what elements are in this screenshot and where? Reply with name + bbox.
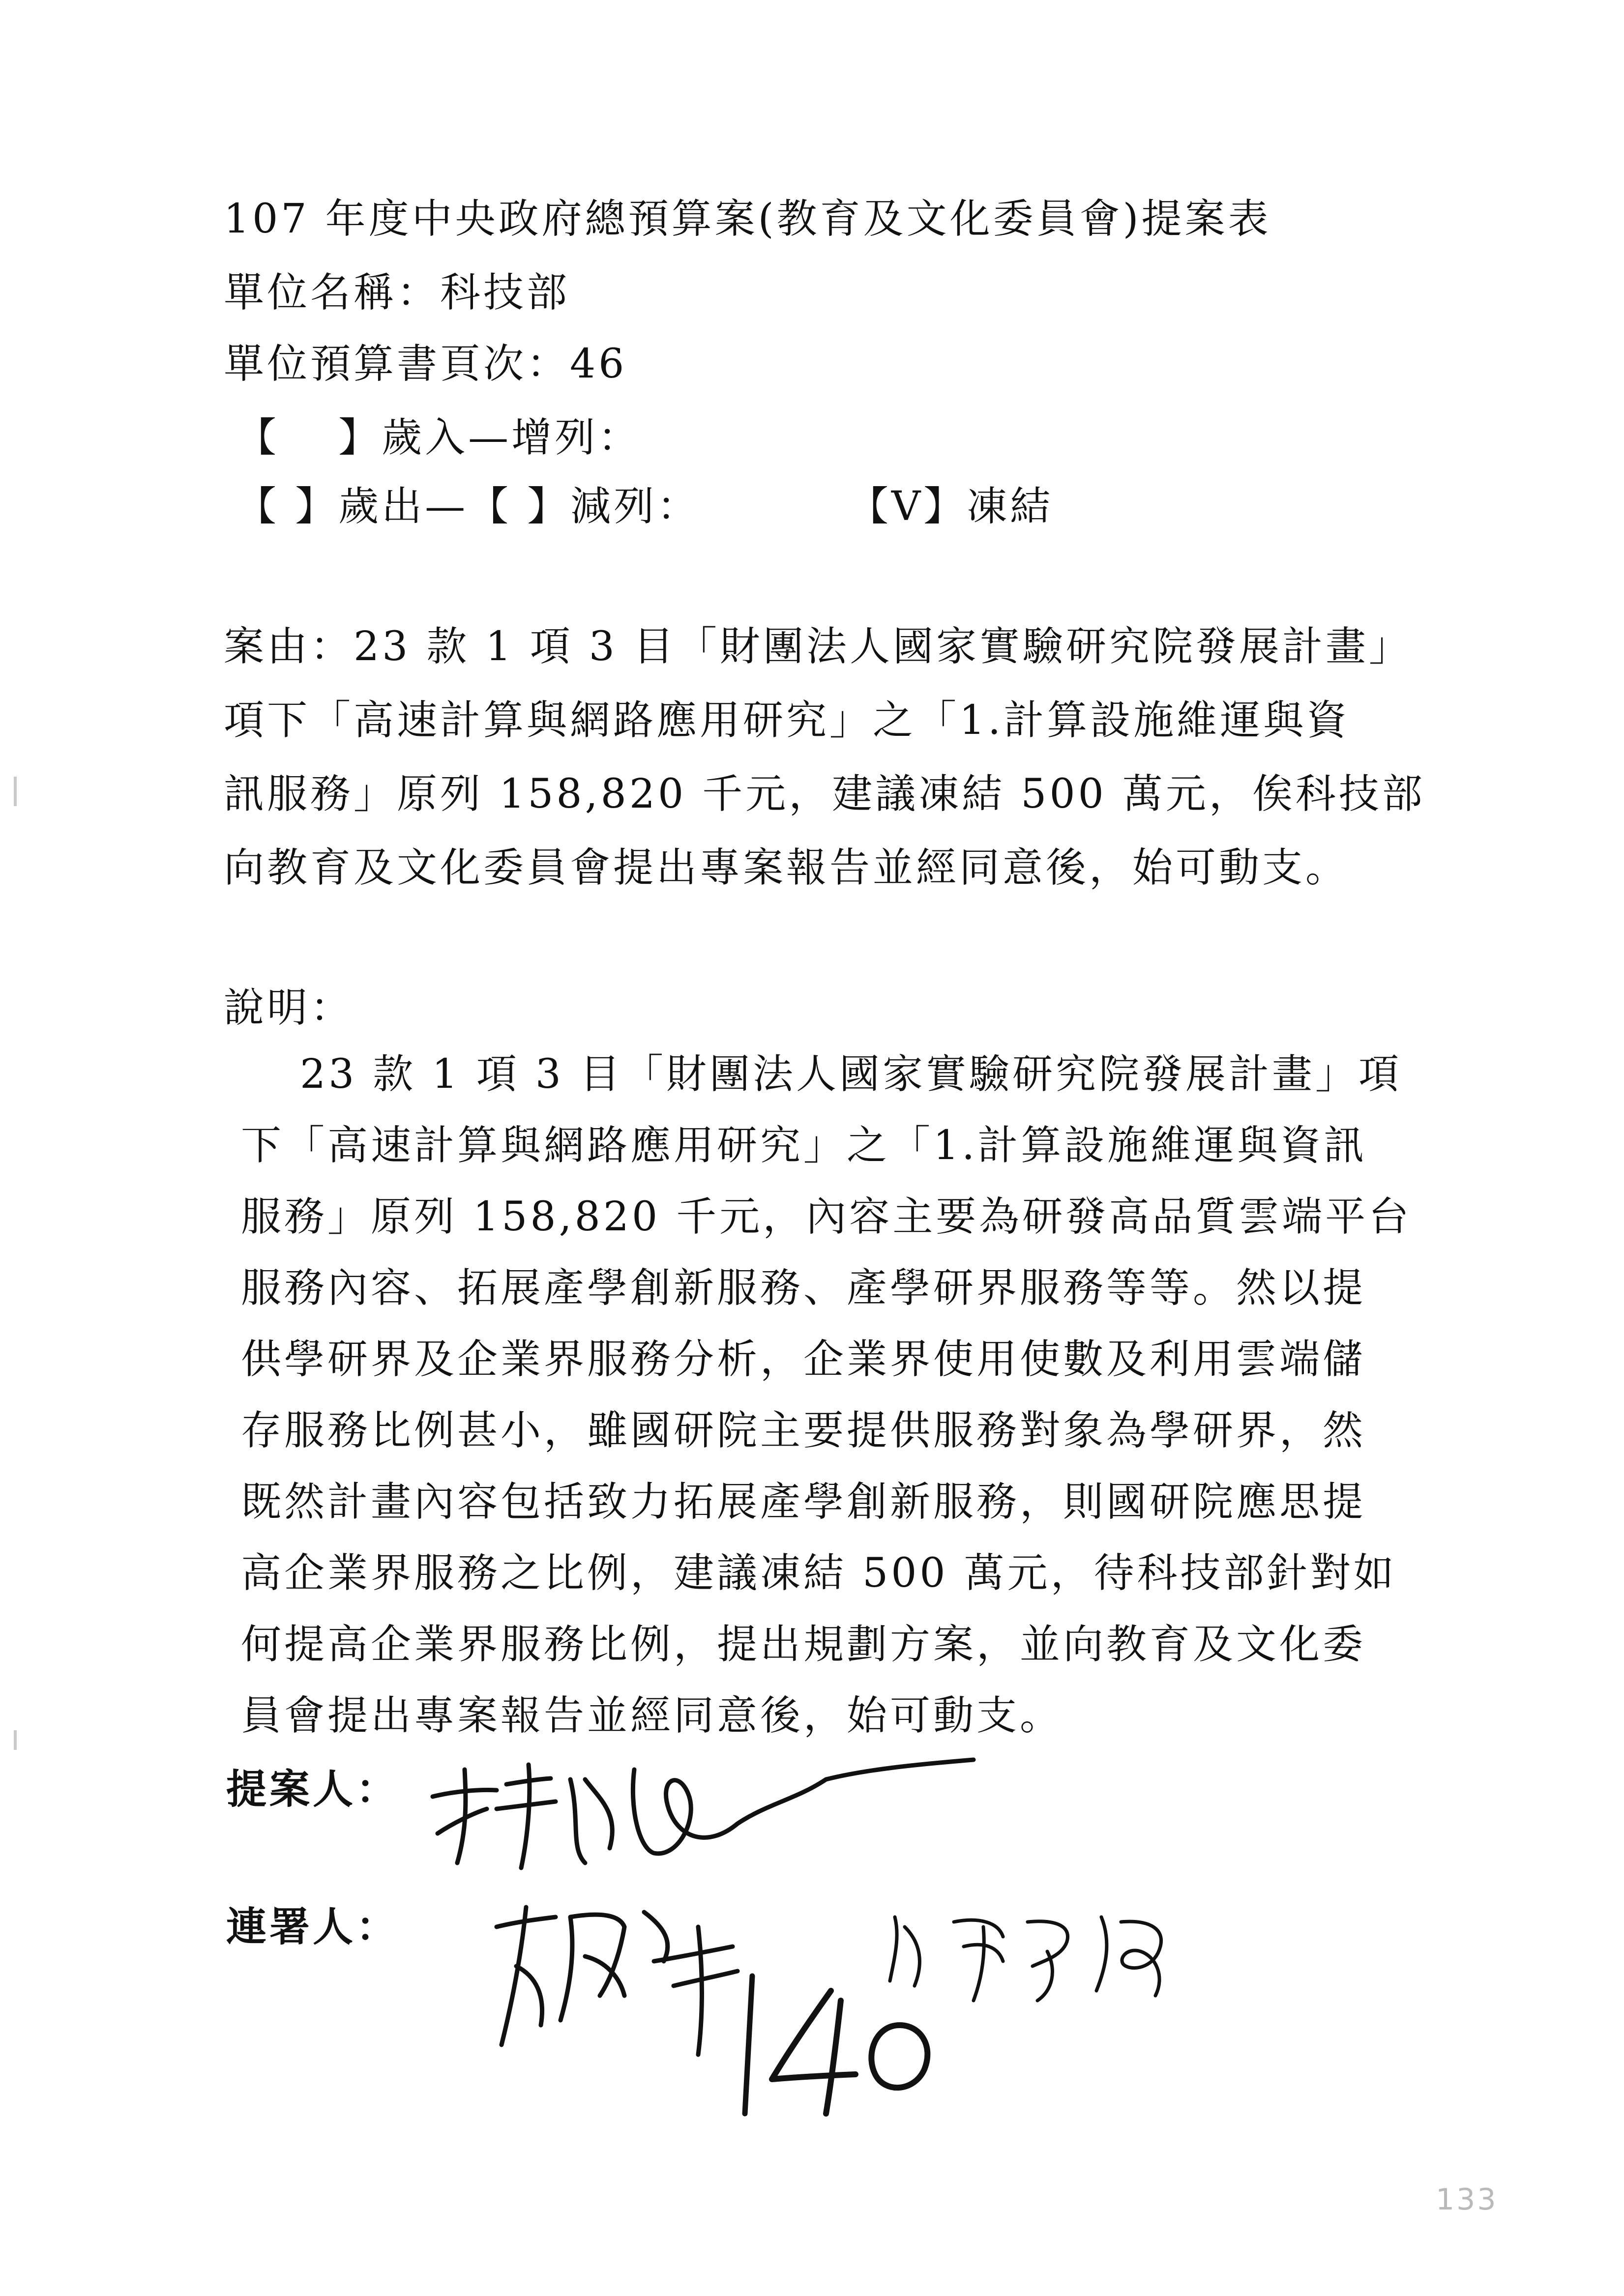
scan-edge-mark	[14, 777, 17, 806]
proposer-label: 提案人：	[226, 1766, 400, 1813]
explanation-line: 員會提出專案報告並經同意後，始可動支。	[241, 1692, 1063, 1739]
proposal-line: 訊服務」原列 158,820 千元，建議凍結 500 萬元，俟科技部	[224, 771, 1425, 817]
explanation-heading: 說明：	[224, 985, 354, 1031]
explanation-line: 23 款 1 項 3 目「財團法人國家實驗研究院發展計畫」項	[300, 1051, 1402, 1098]
proposer-signature	[423, 1750, 988, 1878]
handwritten-number	[728, 1971, 944, 2119]
explanation-line: 存服務比例甚小，雖國研院主要提供服務對象為學研界，然	[241, 1407, 1366, 1454]
scan-edge-mark	[14, 1730, 17, 1750]
budget-page-number: 單位預算書頁次：46	[224, 341, 627, 387]
explanation-line: 高企業界服務之比例，建議凍結 500 萬元，待科技部針對如	[241, 1550, 1397, 1597]
explanation-line: 下「高速計算與網路應用研究」之「1.計算設施維運與資訊	[241, 1122, 1367, 1169]
explanation-line: 服務」原列 158,820 千元，內容主要為研發高品質雲端平台	[241, 1193, 1412, 1240]
cosigner-label: 連署人：	[226, 1904, 400, 1950]
proposal-line: 向教育及文化委員會提出專案報告並經同意後，始可動支。	[224, 844, 1349, 891]
unit-name: 單位名稱：科技部	[224, 269, 570, 316]
freeze-checkbox-line: 【V】凍結	[848, 483, 1054, 530]
cosigner-signature-1	[487, 1897, 762, 2060]
explanation-line: 供學研界及企業界服務分析，企業界使用使數及利用雲端儲	[241, 1336, 1366, 1383]
expense-decrease-line: 【 】歲出—【 】減列：	[236, 483, 701, 530]
explanation-line: 何提高企業界服務比例，提出規劃方案，並向教育及文化委	[241, 1621, 1366, 1668]
document-title: 107 年度中央政府總預算案(教育及文化委員會)提案表	[224, 196, 1271, 242]
explanation-line: 服務內容、拓展產學創新服務、產學研界服務等等。然以提	[241, 1265, 1366, 1311]
proposal-line: 案由：23 款 1 項 3 目「財團法人國家實驗研究院發展計畫」	[224, 623, 1413, 670]
proposal-line: 項下「高速計算與網路應用研究」之「1.計算設施維運與資	[224, 697, 1350, 744]
explanation-line: 既然計畫內容包括致力拓展產學創新服務，則國研院應思提	[241, 1479, 1366, 1525]
revenue-increase-line: 【 】歲入—增列：	[236, 414, 642, 461]
page-number: 133	[1436, 2182, 1498, 2217]
